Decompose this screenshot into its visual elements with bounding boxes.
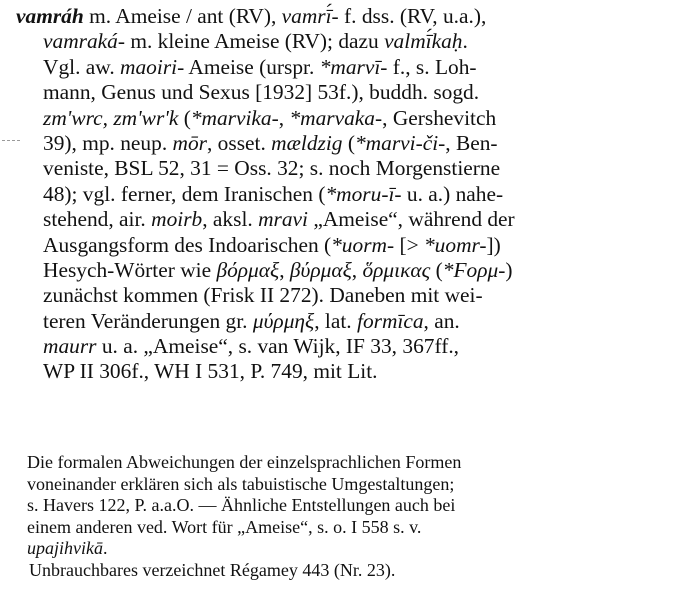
italic-form: *marvī- xyxy=(319,54,388,79)
italic-form: *marvi-či- xyxy=(354,130,446,155)
text-run: ( xyxy=(342,130,355,155)
entry-line xyxy=(16,106,678,131)
text-run: ]) xyxy=(486,232,501,257)
text-run: einem anderen ved. Wort für „Ameise“, s. o. I 558 s. v. xyxy=(27,516,422,537)
entry-line xyxy=(16,233,678,258)
text-run: [> xyxy=(394,232,424,257)
text-run: , xyxy=(351,257,363,282)
italic-form: *marvaka- xyxy=(289,105,383,130)
italic-form: mravi xyxy=(258,207,308,232)
italic-form: vamraká- xyxy=(43,29,125,54)
text-run: „Ameise“, während der xyxy=(308,207,515,232)
entry-line xyxy=(16,29,678,54)
text-run: Unbrauchbares verzeichnet Régamey 443 (Nr. 23). xyxy=(29,559,396,580)
note-line xyxy=(29,560,677,582)
footnote-block xyxy=(27,452,677,582)
text-run: voneinander erklären sich als tabuistische Umgestaltungen; xyxy=(27,473,455,494)
italic-form: ὅρμικας xyxy=(362,257,431,282)
italic-form: βύρμαξ xyxy=(289,257,352,282)
italic-form: formīca xyxy=(357,308,424,333)
text-run: . xyxy=(102,538,108,559)
text-run: , osset. xyxy=(206,130,272,155)
text-run: , xyxy=(278,105,290,130)
entry-line xyxy=(16,283,678,308)
text-run: stehend, air. xyxy=(43,207,152,232)
entry-text xyxy=(16,4,678,385)
italic-form: mōr xyxy=(172,130,207,155)
entry-line xyxy=(16,131,678,156)
text-run: f. dss. (RV, u.a.), xyxy=(338,4,487,28)
text-run: , Gershevitch xyxy=(382,105,497,130)
entry-line xyxy=(16,156,678,181)
text-run: , an. xyxy=(423,308,460,333)
text-run: s. Havers 122, P. a.a.O. — Ähnliche Entstellungen auch bei xyxy=(27,495,456,516)
text-run: WP II 306f., WH I 531, P. 749, mit Lit. xyxy=(43,359,378,384)
note-line xyxy=(27,495,677,517)
note-line xyxy=(27,452,677,474)
text-run: ( xyxy=(178,105,191,130)
text-run: u. a.) nahe- xyxy=(401,181,504,206)
text-run: . xyxy=(462,29,468,54)
entry-line xyxy=(16,4,678,29)
italic-form: upajihvikā xyxy=(27,538,103,559)
text-run: zunächst kommen (Frisk II 272). Daneben mit wei- xyxy=(43,283,483,308)
italic-form: *moru-ī- xyxy=(325,181,402,206)
text-run: teren Veränderungen gr. xyxy=(43,308,253,333)
italic-form: maurr xyxy=(43,334,97,359)
italic-form: valmī́kaḥ xyxy=(384,29,463,54)
note-line xyxy=(27,517,677,539)
text-run: , xyxy=(279,257,290,282)
text-run: Vgl. aw. xyxy=(43,54,121,79)
text-run: Ameise (urspr. xyxy=(184,54,320,79)
italic-form: *marvika- xyxy=(190,105,279,130)
entry-line xyxy=(16,55,678,80)
text-run: Die formalen Abweichungen der einzelsprachlichen Formen xyxy=(27,452,462,472)
headword: vamráh xyxy=(16,4,84,28)
italic-form: moirb xyxy=(151,207,203,232)
entry-line xyxy=(16,258,678,283)
entry-line xyxy=(16,334,678,359)
text-run: f., s. Loh- xyxy=(387,54,477,79)
text-run: mann, Genus und Sexus [1932] 53f.), buddh. sogd. xyxy=(43,80,480,105)
text-run: veniste, BSL 52, 31 = Oss. 32; s. noch Morgenstierne xyxy=(43,156,501,181)
entry-line xyxy=(16,182,678,207)
italic-form: maoiri- xyxy=(120,54,185,79)
text-run: ( xyxy=(430,257,443,282)
text-run: Ausgangsform des Indoarischen ( xyxy=(43,232,332,257)
italic-form: βόρμαξ xyxy=(216,257,280,282)
text-run: 48); vgl. ferner, dem Iranischen ( xyxy=(43,181,326,206)
entry-line xyxy=(16,80,678,105)
entry-line xyxy=(16,359,678,384)
text-run: ) xyxy=(505,257,513,282)
italic-form: mældzig xyxy=(271,130,343,155)
text-run: , lat. xyxy=(314,308,357,333)
text-run: m. Ameise / ant (RV), xyxy=(83,4,282,28)
italic-form: *uorm- xyxy=(331,232,395,257)
text-run: , aksl. xyxy=(202,207,259,232)
note-line xyxy=(27,538,677,560)
text-run: 39), mp. neup. xyxy=(43,130,173,155)
note-line xyxy=(27,474,677,496)
text-run: u. a. „Ameise“, s. van Wijk, IF 33, 367ff., xyxy=(96,334,460,359)
text-run: Hesych-Wörter wie xyxy=(43,257,217,282)
italic-form: *Ϝορμ- xyxy=(442,257,506,282)
entry-line xyxy=(16,309,678,334)
italic-form: vamrī́- xyxy=(281,4,339,28)
text-run: m. kleine Ameise (RV); dazu xyxy=(124,29,385,54)
text-run: , Ben- xyxy=(445,130,498,155)
italic-form: μύρμηξ xyxy=(252,308,315,333)
italic-form: zm'wrc, zm'wr'k xyxy=(43,105,179,130)
entry-line xyxy=(16,207,678,232)
italic-form: *uomr- xyxy=(423,232,487,257)
